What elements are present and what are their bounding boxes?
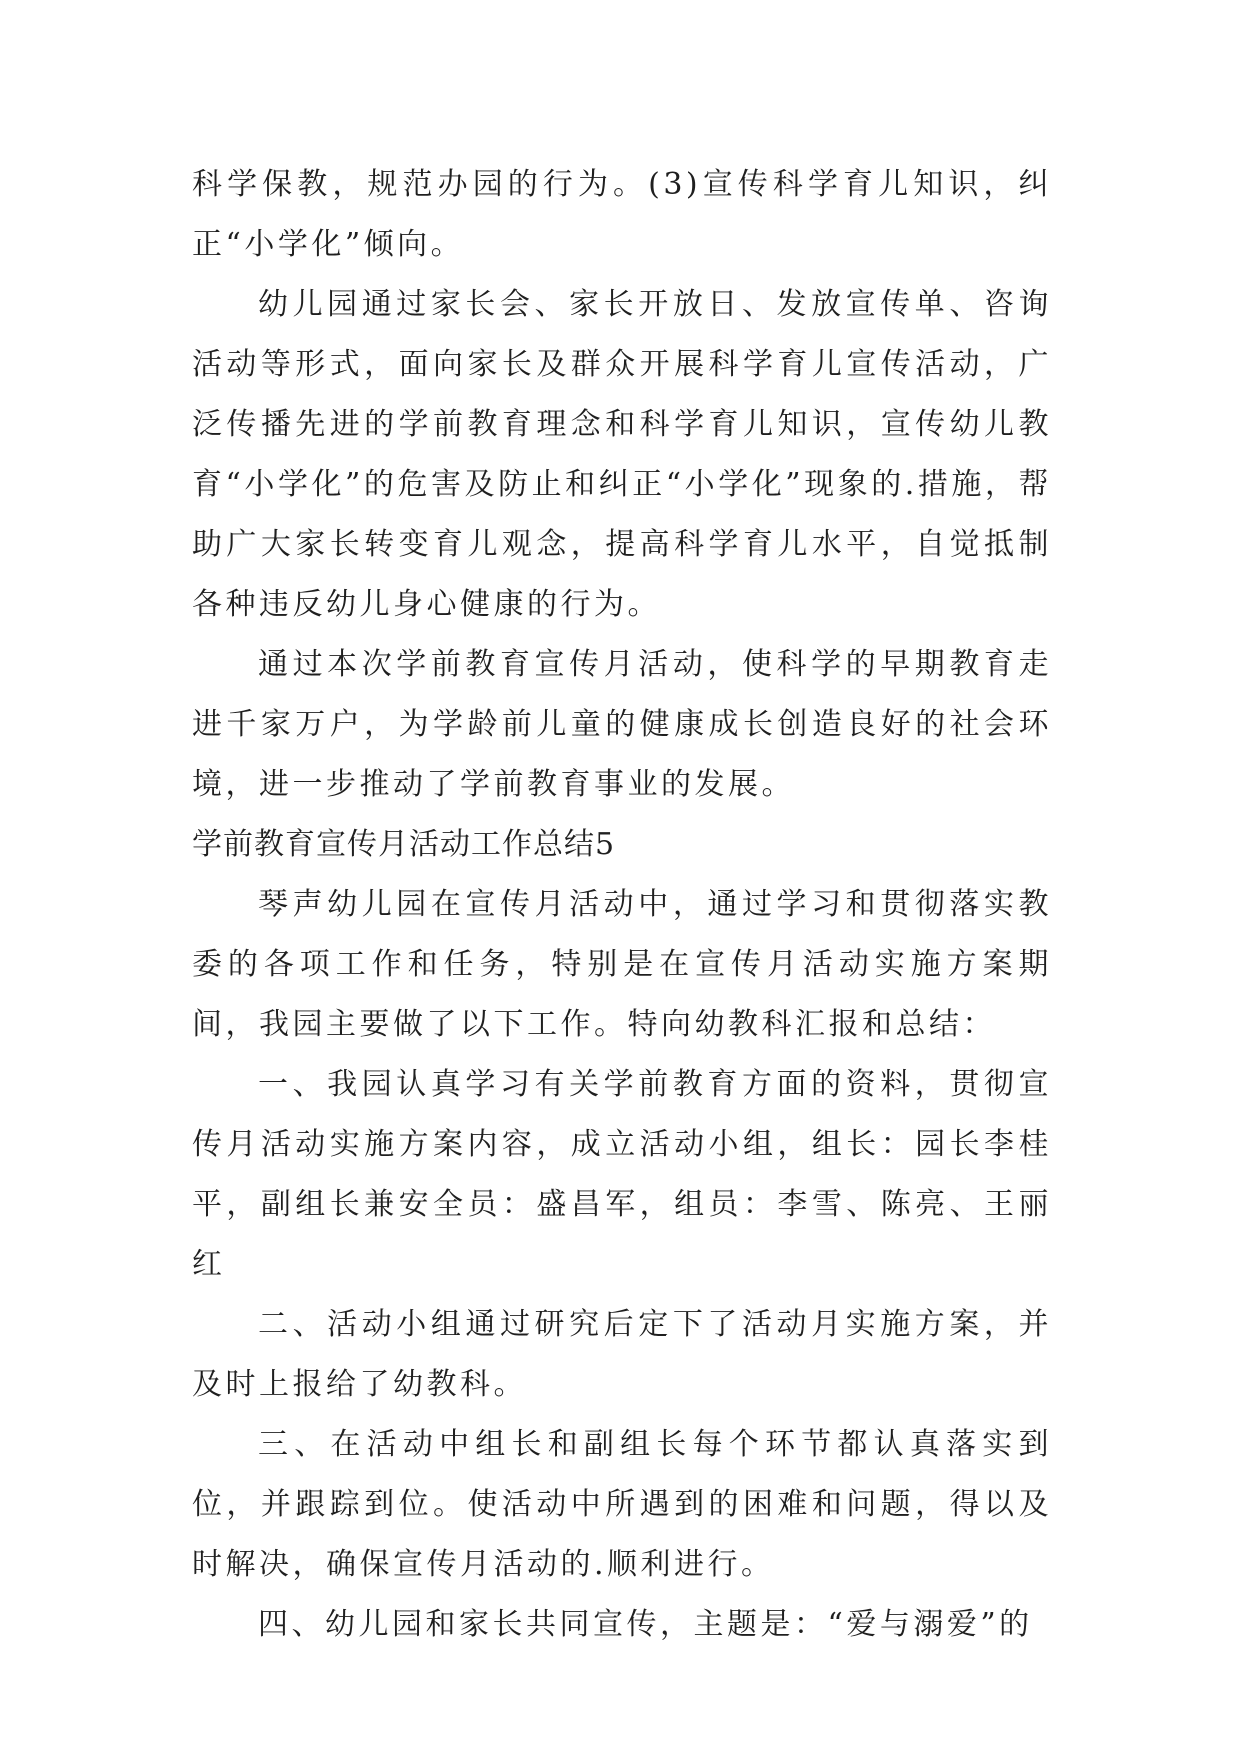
paragraph-6: 二、活动小组通过研究后定下了活动月实施方案，并及时上报给了幼教科。 <box>192 1307 1052 1402</box>
paragraph-4: 琴声幼儿园在宣传月活动中，通过学习和贯彻落实教委的各项工作和任务，特别是在宣传月活动实施方案期间，我园主要做了以下工作。特向幼教科汇报和总结： <box>192 887 1052 1042</box>
section-heading: 学前教育宣传月活动工作总结5 <box>192 827 616 862</box>
paragraph-2: 幼儿园通过家长会、家长开放日、发放宣传单、咨询活动等形式，面向家长及群众开展科学育儿宣传活动，广泛传播先进的学前教育理念和科学育儿知识，宣传幼儿教育“小学化”的危害及防止和纠正“小学化”现象的.措施，帮助广大家长转变育儿观念，提高科学育儿水平，自觉抵制各种违反幼儿身心健康的行为。 <box>192 287 1052 622</box>
document-body <box>192 155 1052 1655</box>
paragraph-1: 科学保教，规范办园的行为。(3)宣传科学育儿知识，纠正“小学化”倾向。 <box>192 167 1052 262</box>
paragraph-7: 三、在活动中组长和副组长每个环节都认真落实到位，并跟踪到位。使活动中所遇到的困难和问题，得以及时解决，确保宣传月活动的.顺利进行。 <box>192 1427 1052 1582</box>
paragraph-8: 四、幼儿园和家长共同宣传，主题是：“爱与溺爱”的 <box>258 1607 1033 1642</box>
paragraph-3: 通过本次学前教育宣传月活动，使科学的早期教育走进千家万户，为学龄前儿童的健康成长创造良好的社会环境，进一步推动了学前教育事业的发展。 <box>192 647 1052 802</box>
paragraph-5: 一、我园认真学习有关学前教育方面的资料，贯彻宣传月活动实施方案内容，成立活动小组，组长：园长李桂平，副组长兼安全员：盛昌军，组员：李雪、陈亮、王丽红 <box>192 1067 1052 1282</box>
